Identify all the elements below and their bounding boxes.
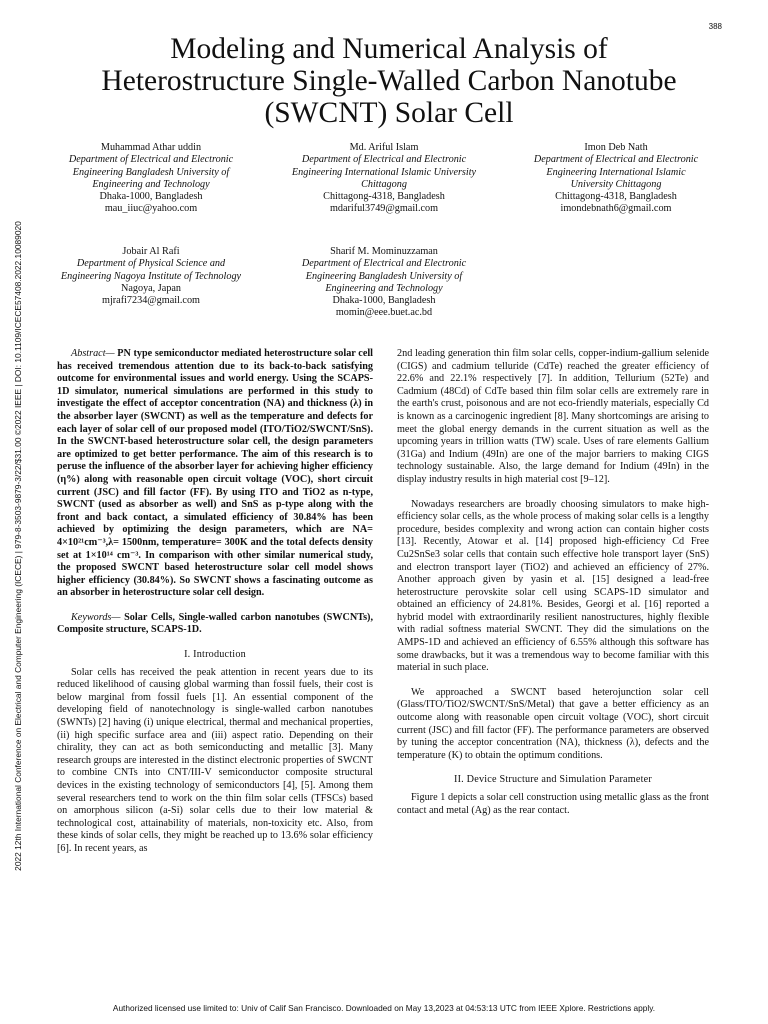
author-email: imondebnath6@gmail.com (560, 203, 672, 215)
author-affiliation: Department of Electrical and Electronic Engineering Bangladesh University of Engineering and Technology (301, 258, 467, 294)
right-column (397, 348, 709, 817)
author-name: Jobair Al Rafi (122, 246, 180, 257)
author-email: mjrafi7234@gmail.com (102, 295, 200, 307)
body-paragraph: 2nd leading generation thin film solar cells, copper-indium-gallium selenide (CIGS) and cadmium telluride (CdTe) reached the greater efficiency of 22.6% and 22.1% respectively [7]. In addition, Tellurium (52Te) and Cadmium (48Cd) of CdTe based thin film solar cells are extremely rare in the earth's crust, poisonous and are not eco-friendly materials, especially Cd is known as a carcinogenic ingredient [8]. Many shortcomings are arising to meet the global energy demands in the current situation as well as the upcoming years in trillion watts (TW) scale. Uses of rare elements Gallium (31Ga) and Indium (49In) are one of the major barriers to making CIGS technology sustainable. Also, the large demand for Indium (49In) in the display industry results in high material cost [9–12]. (397, 348, 709, 485)
author-block-3 (524, 142, 708, 216)
abstract-text: PN type semiconductor mediated heterostructure solar cell has received tremendous attention due to its back-to-back satisfying outcome for environmental issues and world energy. Using the SCAPS-1D simulator, numerical simulations are performed in this study to investigate the effect of acceptor concentration (NA) and thickness (λ) in the absorber layer (SWCNT) as well as the temperature and defects for each layer of solar cell of our proposed model (ITO/TiO2/SWCNT/SnS). In the SWCNT-based heterostructure solar cell, the design parameters are optimized to get better performance. The aim of this research is to peruse the influence of the absorber layer for achieving higher efficiency (η%) along with reasonable open circuit voltage (VOC), short circuit current (JSC) and fill factor (FF). By using ITO and TiO2 as n-type, SWCNT (used as absorber as well) and SnS as p-type along with the front and back contact, a simulated efficiency of 30.84% has been achieved by optimizing the design parameters, which are NA= 4×10²¹cm⁻³,λ= 1500nm, temperature= 300K and the total defects density set at 1×10¹⁴ cm⁻³. In comparison with other similar numerical study, the proposed SWCNT based heterostructure solar cell model shows higher efficiency (30.84%). So SWCNT shows a fascinating outcome as an absorber in heterostructure solar cell design. (57, 348, 373, 599)
title-line: Modeling and Numerical Analysis of (170, 33, 608, 65)
section-heading-introduction: I. Introduction (184, 649, 246, 661)
author-email: mau_iiuc@yahoo.com (104, 203, 198, 215)
paper-title (50, 33, 728, 129)
keywords-text: Solar Cells, Single-walled carbon nanotubes (SWCNTs), Composite structure, SCAPS-1D. (57, 611, 373, 636)
author-city: Dhaka-1000, Bangladesh (332, 295, 436, 307)
author-city: Nagoya, Japan (121, 282, 181, 294)
abstract-lead: Abstract— (71, 348, 115, 359)
author-block-4 (56, 246, 246, 307)
body-paragraph: We approached a SWCNT based heterojunction solar cell (Glass/ITO/TiO2/SWCNT/SnS/Metal) that gave a better efficiency as an outcome along with reasonable open circuit voltage (VOC), short circuit current (JSC) and fill factor (FF). The performance parameters are observed by tuning the acceptor concentration (NA), thickness (λ), defects and the temperature (K) to obtain the optimum conditions. (397, 686, 709, 761)
introduction-paragraph: Solar cells has received the peak attention in recent years due to its reduced likelihood of causing global warming than fossil fuels, their cost is below marginal from fossil fuels [1]. An essential component of the developing field of nanotechnology is single-walled carbon nanotubes (SWNTs) [2] having (i) unique electrical, thermal and mechanical properties, (ii) high specific surface area and (iii) aspect ratio. Depending on their chirality, they can act as both semiconducting and metallic [3]. Many research groups are interested in the distinct electronic properties of SWCNT to combine CNTs into CNT/III-V semiconductor composite structural devices in the existing technology of semiconductors [4], [5]. Among them several researchers tend to work on the thin film solar cells (TFSCs) based on amorphous silicon (a-Si) solar cells due to their low material & technological cost, attainability of materials, non-toxicity etc. Also, from these kinds of solar cells, they might be reached up to 13.6% solar efficiency [6]. In recent years, as (57, 666, 373, 854)
author-name: Imon Deb Nath (584, 142, 648, 153)
author-block-1 (56, 142, 246, 216)
author-affiliation: Department of Electrical and Electronic Engineering International Islamic University Chittagong (291, 154, 477, 190)
author-city: Chittagong-4318, Bangladesh (323, 191, 445, 203)
license-footer: Authorized licensed use limited to: Univ of Calif San Francisco. Downloaded on May 13,2023 at 04:53:13 UTC from IEEE Xplore. Restrictions apply. (112, 1003, 656, 1013)
author-name: Muhammad Athar uddin (100, 142, 202, 153)
author-name: Md. Ariful Islam (349, 142, 419, 153)
section-heading-device-structure: II. Device Structure and Simulation Parameter (454, 774, 652, 786)
author-affiliation: Department of Electrical and Electronic Engineering Bangladesh University of Engineering and Technology (68, 154, 234, 190)
keywords (57, 612, 373, 637)
abstract (57, 348, 373, 600)
left-column (57, 348, 373, 856)
author-city: Chittagong-4318, Bangladesh (555, 191, 677, 203)
keywords-lead: Keywords— (71, 611, 121, 623)
body-paragraph: Nowadays researchers are broadly choosing simulators to make high-efficiency solar cells, as the whole process of making solar cells is a lengthy procedure, besides complexity and wrong action can contain higher costs [13]. Recently, Atowar et al. [14] proposed high-efficiency Cd Free Cu2SnSe3 solar cells that contain such effective hole transport layer (SnS) and electron transport layer (TiO2) and achieved an efficiency of 27%. Another approach given by yasin et al. [15] designed a lead-free heterostructure perovskite solar cell using SCAPS-1D simulator and obtained an efficiency of 24.81%. Besides, Georgi et al. [16] reported a hybrid model with extraordinarily resilient nanostructures, highly flexible with radial softness material SWCNT. They did the simulations on the AMPS-1D and achieved an efficiency of 6.55% although this software has some drawbacks, but it was a tremendous way to become familiar with this material in such place. (397, 498, 709, 674)
author-block-2 (284, 142, 484, 216)
body-paragraph: Figure 1 depicts a solar cell construction using metallic glass as the front contact and metal (Ag) as the rear contact. (397, 792, 709, 816)
page-number: 388 (708, 22, 722, 31)
author-name: Sharif M. Mominuzzaman (330, 246, 438, 257)
author-email: mdariful3749@gmail.com (329, 203, 439, 215)
author-city: Dhaka-1000, Bangladesh (99, 191, 203, 203)
author-affiliation: Department of Physical Science and Engineering Nagoya Institute of Technology (60, 258, 242, 282)
doi-side-banner: 2022 12th International Conference on Electrical and Computer Engineering (ICECE) | 979-8-3503-9879-3/22/$31.00 ©2022 IEEE | DOI: 10.1109/ICECE57408.2022.10089020 (13, 221, 23, 871)
title-line: (SWCNT) Solar Cell (264, 97, 514, 129)
author-block-5 (284, 246, 484, 320)
author-affiliation: Department of Electrical and Electronic Engineering International Islamic University Chittagong (533, 154, 699, 190)
title-line: Heterostructure Single-Walled Carbon Nanotube (101, 65, 677, 97)
author-email: momin@eee.buet.ac.bd (335, 307, 433, 319)
